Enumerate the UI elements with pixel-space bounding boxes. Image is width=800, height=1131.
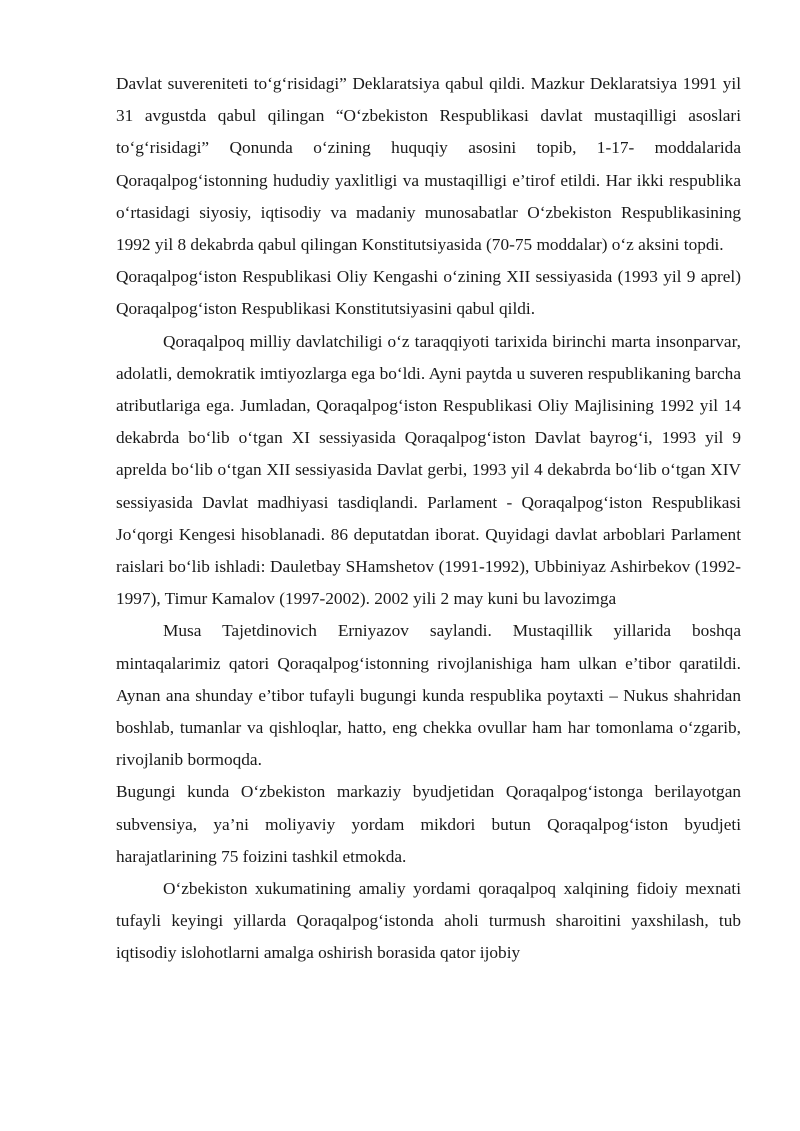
- paragraph-4: Musa Tajetdinovich Erniyazov saylandi. Mustaqillik yillarida boshqa mintaqalarimiz qatori Qoraqalpog‘istonning rivojlanishiga ham ulkan e’tibor qaratildi. Aynan ana shunday e’tibor tufayli bugungi kunda respublika poytaxti – Nukus shahridan boshlab, tumanlar va qishloqlar, hatto, eng chekka ovullar ham har tomonlama o‘zgarib, rivojlanib bormoqda.: [116, 621, 741, 770]
- paragraph-2: Qoraqalpog‘iston Respublikasi Oliy Kengashi o‘zining XII sessiyasida (1993 yil 9 aprel) Qoraqalpog‘iston Respublikasi Konstitutsiyasini qabul qildi.: [116, 267, 741, 319]
- paragraph-3: Qoraqalpoq milliy davlatchiligi o‘z taraqqiyoti tarixida birinchi marta insonparvar, adolatli, demokratik imtiyozlarga ega bo‘ldi. Ayni paytda u suveren respublikaning barcha atributlariga ega. Jumladan, Qoraqalpog‘iston Respublikasi Oliy Majlisining 1992 yil 14 dekabrda bo‘lib o‘tgan XI sessiyasida Qoraqalpog‘iston Davlat bayrog‘i, 1993 yil 9 aprelda bo‘lib o‘tgan XII sessiyasida Davlat gerbi, 1993 yil 4 dekabrda bo‘lib o‘tgan XIV sessiyasida Davlat madhiyasi tasdiqlandi. Parlament - Qoraqalpog‘iston Respublikasi Jo‘qorgi Kengesi hisoblanadi. 86 deputatdan iborat. Quyidagi davlat arboblari Parlament raislari bo‘lib ishladi: Dauletbay SHamshetov (1991-1992), Ubbiniyaz Ashirbekov (1992-1997), Timur Kamalov (1997-2002). 2002 yili 2 may kuni bu lavozimga: [116, 331, 741, 609]
- paragraph-1: Davlat suvereniteti to‘g‘risidagi” Deklaratsiya qabul qildi. Mazkur Deklaratsiya 1991 yil 31 avgustda qabul qilingan “O‘zbekiston Respublikasi davlat mustaqilligi asoslari to‘g‘risidagi” Qonunda o‘zining huquqiy asosini topib, 1-17- moddalarida Qoraqalpog‘istonning hududiy yaxlitligi va mustaqilligi e’tirof etildi. Har ikki respublika o‘rtasidagi siyosiy, iqtisodiy va madaniy munosabatlar O‘zbekiston Respublikasining 1992 yil 8 dekabrda qabul qilingan Konstitutsiyasida (70-75 moddalar) o‘z aksini topdi.: [116, 74, 741, 255]
- paragraph-5: Bugungi kunda O‘zbekiston markaziy byudjetidan Qoraqalpog‘istonga berilayotgan subvensiya, ya’ni moliyaviy yordam mikdori butun Qoraqalpog‘iston byudjeti harajatlarining 75 foizini tashkil etmokda.: [116, 782, 741, 866]
- paragraph-6: O‘zbekiston xukumatining amaliy yordami qoraqalpoq xalqining fidoiy mexnati tufayli keyingi yillarda Qoraqalpog‘istonda aholi turmush sharoitini yaxshilash, tub iqtisodiy islohotlarni amalga oshirish borasida qator ijobiy: [116, 879, 741, 963]
- document-page: [116, 68, 741, 970]
